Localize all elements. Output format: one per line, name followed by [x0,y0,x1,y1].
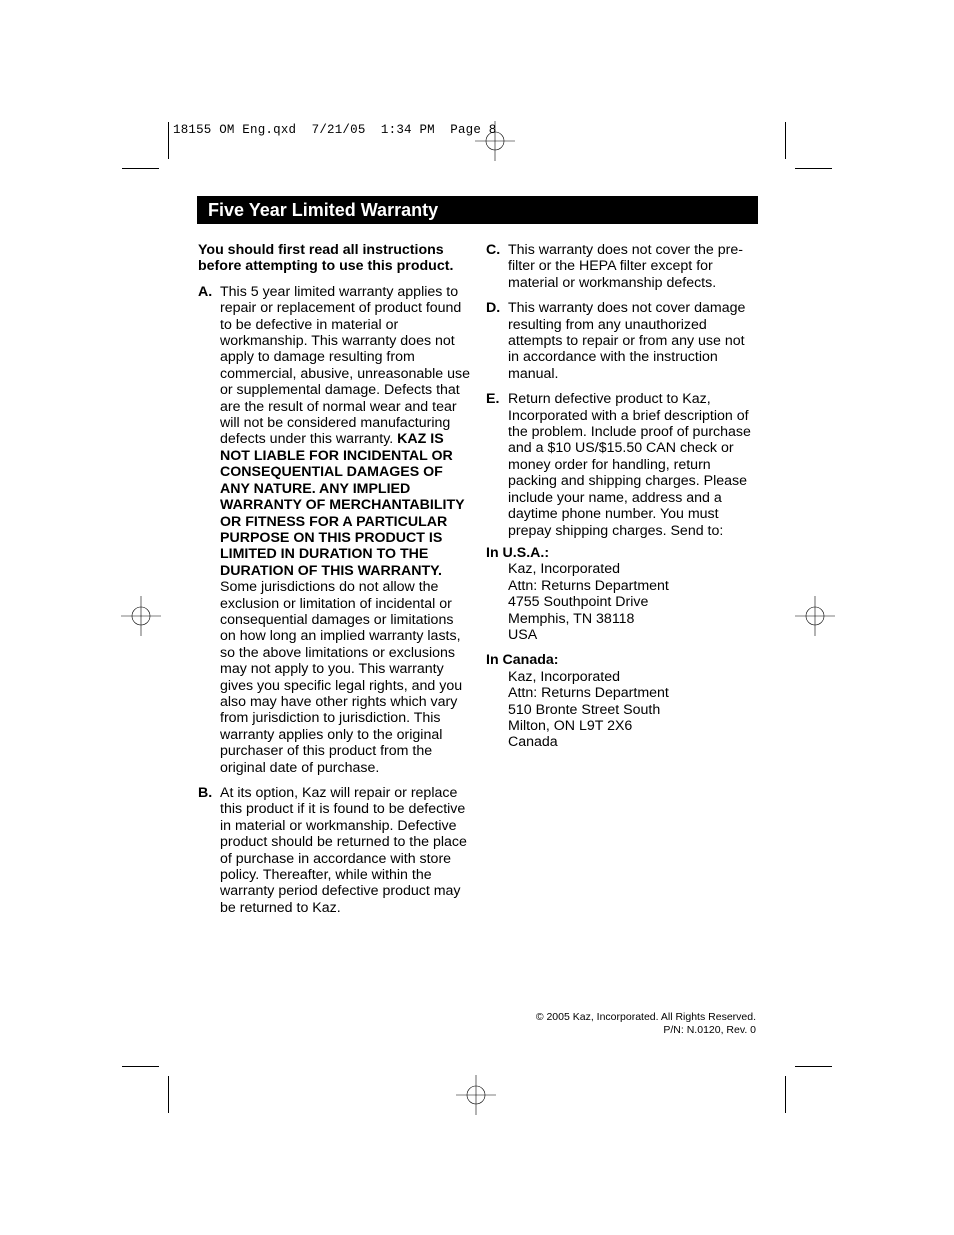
copyright-text: © 2005 Kaz, Incorporated. All Rights Reserved. [535,1011,756,1023]
crop-mark-top-left-horizontal [122,168,159,169]
registration-mark-left-icon [121,578,161,654]
address-line: 510 Bronte Street South [508,701,661,718]
page-footer [536,1011,756,1037]
page-title: Five Year Limited Warranty [197,196,758,224]
address-line: Kaz, Incorporated [508,668,620,685]
crop-mark-bottom-right-vertical [785,1076,786,1113]
warranty-item-c [486,242,758,291]
item-text: Return defective product to Kaz, Incorporated with a brief description of the problem. Include proof of purchase and a $10 US/$15.50 CAN check or money order for handling, return packing and shipping charges. Please include your name, address and a daytime phone number. You must prepay shipping charges. Send to: [508,391,751,539]
print-slug: 18155 OM Eng.qxd 7/21/05 1:34 PM Page 8 [173,123,497,137]
part-number-text: P/N: N.0120, Rev. 0 [663,1024,756,1036]
item-letter: A. [198,283,213,300]
item-text-regular: This 5 year limited warranty applies to repair or replacement of product found to be defective in material or workmanship. This warranty does not apply to damage resulting from commercial, abusive, unreasonable use or supplemental damage. Defects that are the result of normal wear and tear will not be considered manufacturing defects under this warranty. [220,283,470,448]
item-letter: B. [198,785,213,801]
warranty-item-d [486,300,758,382]
address-line: Attn: Returns Department [508,685,669,702]
usa-address-heading: In U.S.A.: [486,544,550,561]
address-line: Kaz, Incorporated [508,561,620,578]
warranty-left-column [198,242,473,925]
address-line: USA [508,626,538,643]
canada-address-heading: In Canada: [486,652,559,669]
registration-mark-top-icon [457,121,533,161]
item-text: At its option, Kaz will repair or replace this product if it is found to be defective in material or workmanship. Defective product should be returned to the place of purchase in accordance with store policy. Thereafter, while within the warranty period defective product may be returned to Kaz. [220,785,467,916]
crop-mark-bottom-left-vertical [168,1076,169,1113]
address-line: Milton, ON L9T 2X6 [508,717,633,734]
item-letter: C. [486,242,501,258]
warranty-right-column [486,242,758,760]
intro-text: You should first read all instructions before attempting to use this product. [198,242,454,275]
address-line: Memphis, TN 38118 [508,610,635,627]
item-text: This warranty does not cover the pre-filter or the HEPA filter except for material or workmanship defects. [508,242,743,291]
crop-mark-bottom-right-horizontal [795,1066,832,1067]
crop-mark-top-right-vertical [785,122,786,159]
item-letter: E. [486,391,500,408]
disclaimer-bold-text: KAZ IS NOT LIABLE FOR INCIDENTAL OR CONSEQUENTIAL DAMAGES OF ANY NATURE. ANY IMPLIED WARRANTY OF MERCHANTABILITY OR FITNESS FOR A PARTICULAR PURPOSE ON THIS PRODUCT IS LIMITED IN DURATION TO THE DURATION OF THIS WARRANTY. [220,431,465,579]
item-text: This warranty does not cover damage resulting from any unauthorized attempts to repair or from any use not in accordance with the instruction manual. [508,300,746,382]
item-letter: D. [486,300,501,317]
canada-address [486,669,758,751]
warranty-item-b [198,785,473,916]
crop-mark-top-left-vertical [168,122,169,159]
item-text-regular-continued: Some jurisdictions do not allow the exclusion or limitation of incidental or consequential damages or limitations on how long an implied warranty lasts, so the above limitations or exclusions may not apply to you. This warranty gives you specific legal rights, and you also may have other rights which vary from jurisdiction to jurisdiction. This warranty applies only to the original purchaser of this product from the original date of purchase. [220,579,463,776]
address-line: 4755 Southpoint Drive [508,594,649,611]
warranty-item-e [486,391,758,539]
registration-mark-bottom-icon [437,1075,515,1115]
registration-mark-right-icon [795,578,835,654]
crop-mark-bottom-left-horizontal [122,1066,159,1067]
warranty-item-a [198,284,473,776]
address-line: Attn: Returns Department [508,577,669,594]
usa-address [486,561,758,643]
crop-mark-top-right-horizontal [795,168,832,169]
item-text [220,284,473,776]
address-line: Canada [508,734,558,751]
